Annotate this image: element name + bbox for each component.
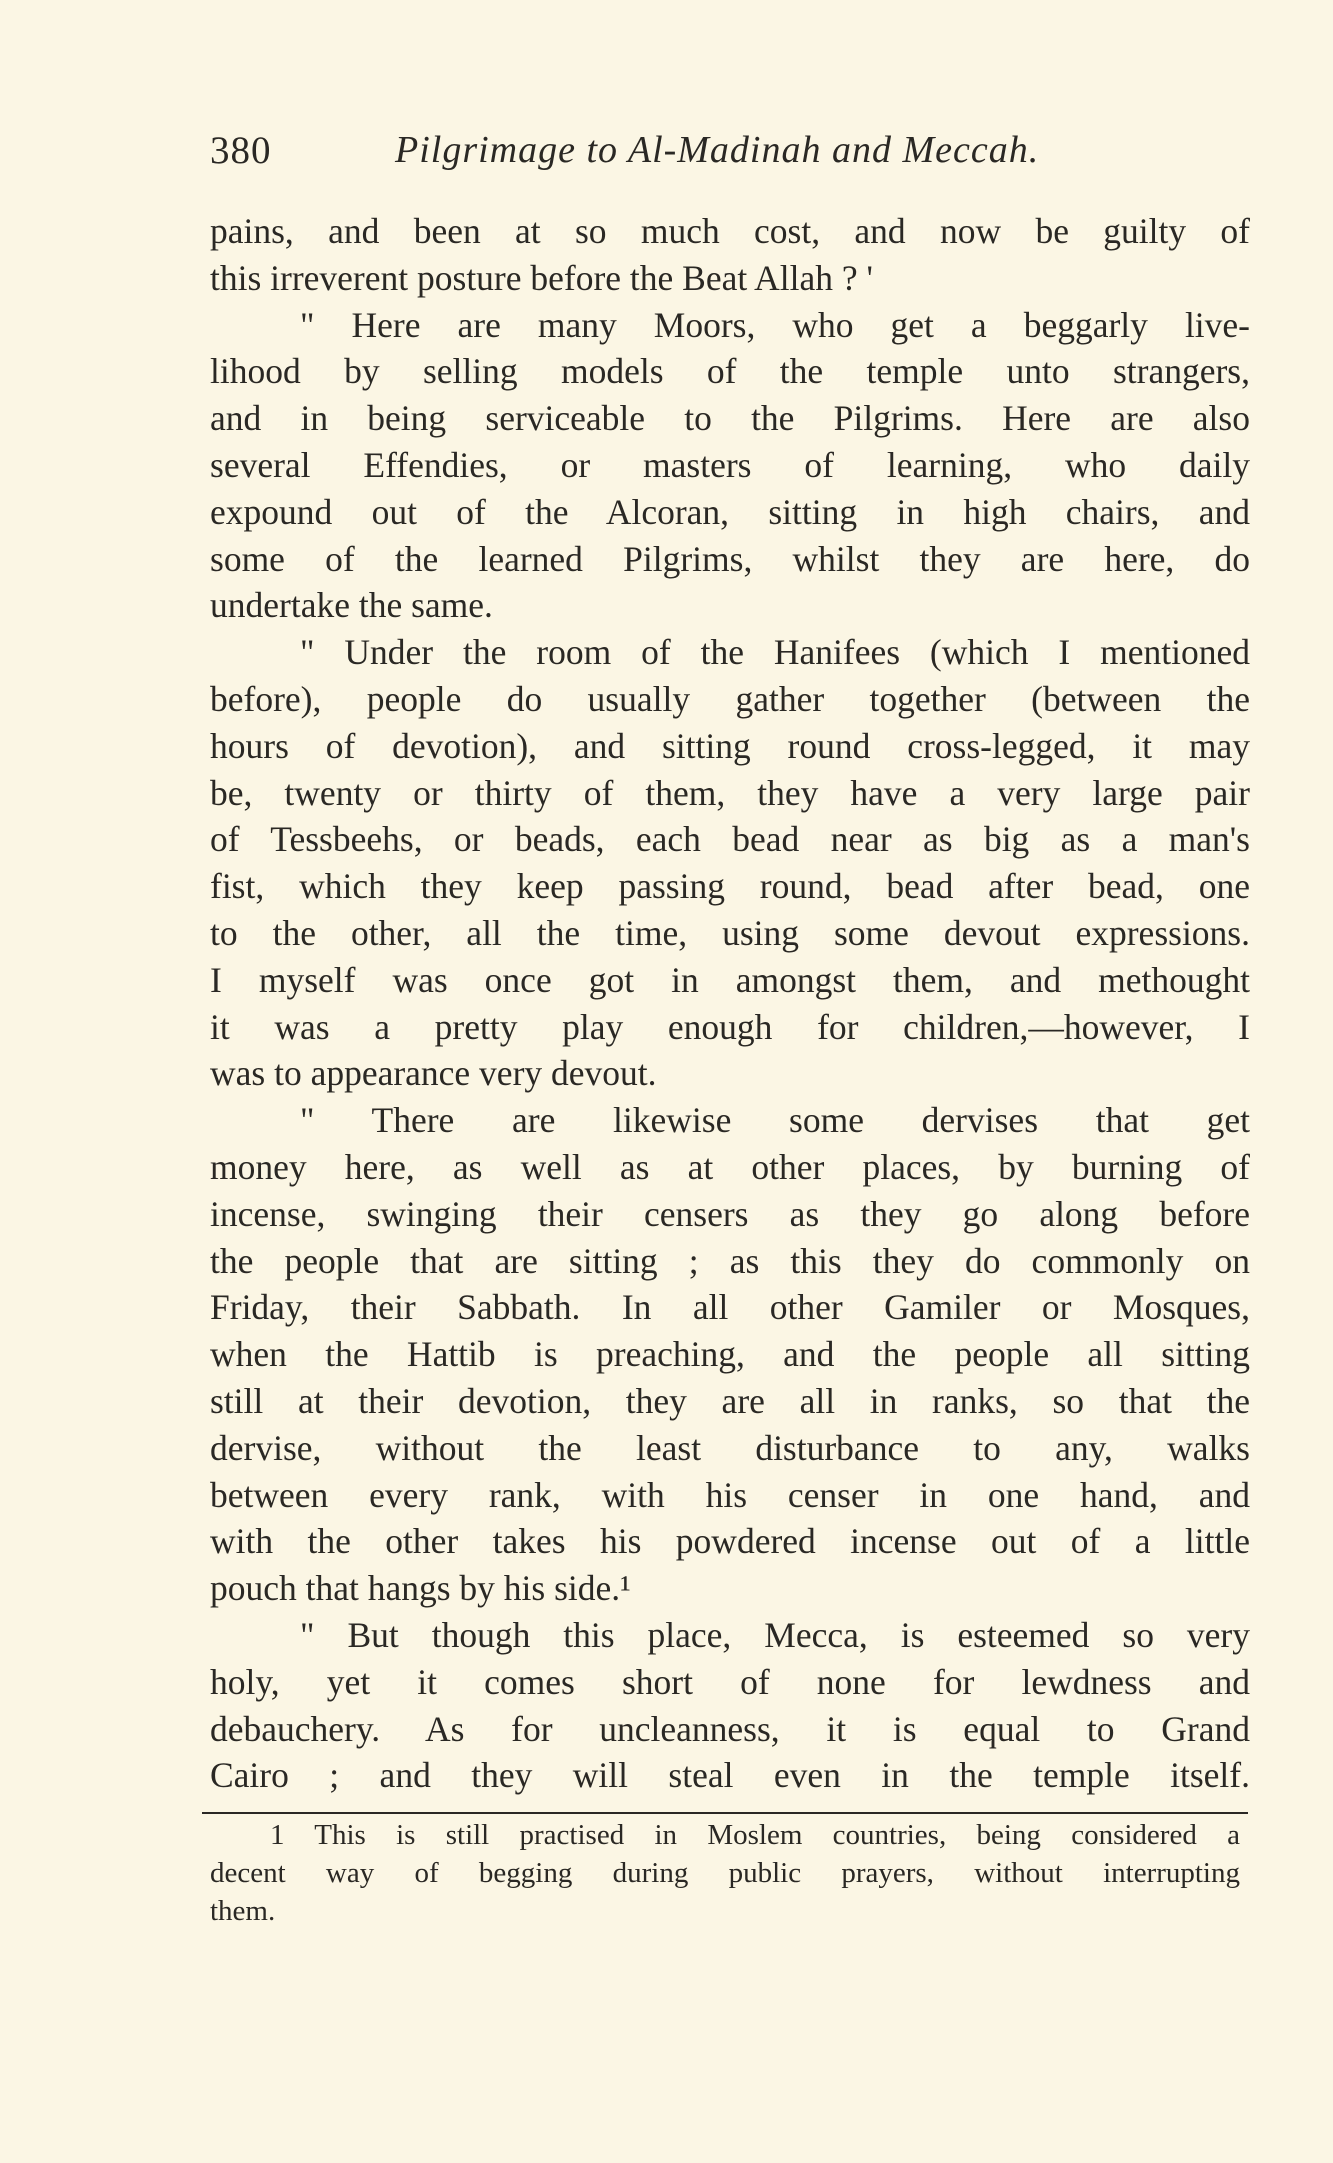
footnotes <box>210 1816 1240 1930</box>
text-line: with the other takes his powdered incense out of a little <box>210 1521 1250 1562</box>
text-line: incense, swinging their censers as they go along before <box>210 1193 1250 1234</box>
text-line: expound out of the Alcoran, sitting in high chairs, and <box>210 491 1250 532</box>
footnote-line: 1 This is still practised in Moslem countries, being considered a <box>270 1819 1240 1851</box>
text-line: I myself was once got in amongst them, and methought <box>210 959 1250 1000</box>
text-line: hours of devotion), and sitting round cross-legged, it may <box>210 725 1250 766</box>
text-line: Friday, their Sabbath. In all other Gamiler or Mosques, <box>210 1287 1250 1328</box>
text-line: to the other, all the time, using some devout expressions. <box>210 912 1250 953</box>
paragraph-first-line: " There are likewise some dervises that get <box>300 1100 1250 1141</box>
text-line: lihood by selling models of the temple unto strangers, <box>210 351 1250 392</box>
text-line: fist, which they keep passing round, bead after bead, one <box>210 866 1250 907</box>
footnote-line: decent way of begging during public prayers, without interrupting <box>210 1857 1240 1889</box>
text-line: and in being serviceable to the Pilgrims. Here are also <box>210 398 1250 439</box>
text-line: some of the learned Pilgrims, whilst they are here, do <box>210 538 1250 579</box>
footnote-divider <box>202 1812 1248 1814</box>
text-line: Cairo ; and they will steal even in the temple itself. <box>210 1755 1250 1796</box>
text-line: it was a pretty play enough for children,—however, I <box>210 1006 1250 1047</box>
text-line: undertake the same. <box>210 585 493 626</box>
text-line: be, twenty or thirty of them, they have a very large pair <box>210 772 1250 813</box>
page-header <box>210 128 1250 188</box>
text-line: the people that are sitting ; as this they do commonly on <box>210 1240 1250 1281</box>
text-line: several Effendies, or masters of learning, who daily <box>210 444 1250 485</box>
paragraph-first-line: " Under the room of the Hanifees (which I mentioned <box>300 632 1250 673</box>
body-text <box>210 208 1250 1799</box>
text-line: holy, yet it comes short of none for lewdness and <box>210 1661 1250 1702</box>
page-number: 380 <box>210 129 272 172</box>
text-line: money here, as well as at other places, by burning of <box>210 1146 1250 1187</box>
text-line: still at their devotion, they are all in ranks, so that the <box>210 1380 1250 1421</box>
text-line: pouch that hangs by his side.¹ <box>210 1568 631 1609</box>
text-line: before), people do usually gather together (between the <box>210 678 1250 719</box>
text-line: when the Hattib is preaching, and the people all sitting <box>210 1334 1250 1375</box>
paragraph-first-line: " Here are many Moors, who get a beggarly live- <box>300 304 1250 345</box>
text-line: pains, and been at so much cost, and now be guilty of <box>210 211 1250 251</box>
running-title: Pilgrimage to Al-Madinah and Meccah. <box>395 129 1040 171</box>
text-line: between every rank, with his censer in one hand, and <box>210 1474 1250 1515</box>
text-line: debauchery. As for uncleanness, it is equal to Grand <box>210 1708 1250 1749</box>
paragraph-first-line: " But though this place, Mecca, is esteemed so very <box>300 1614 1250 1655</box>
text-line: dervise, without the least disturbance to any, walks <box>210 1427 1250 1468</box>
text-line: of Tessbeehs, or beads, each bead near as big as a man's <box>210 819 1250 860</box>
text-line: this irreverent posture before the Beat Allah ? ' <box>210 257 873 298</box>
footnote-line: them. <box>210 1895 276 1927</box>
text-line: was to appearance very devout. <box>210 1053 657 1094</box>
